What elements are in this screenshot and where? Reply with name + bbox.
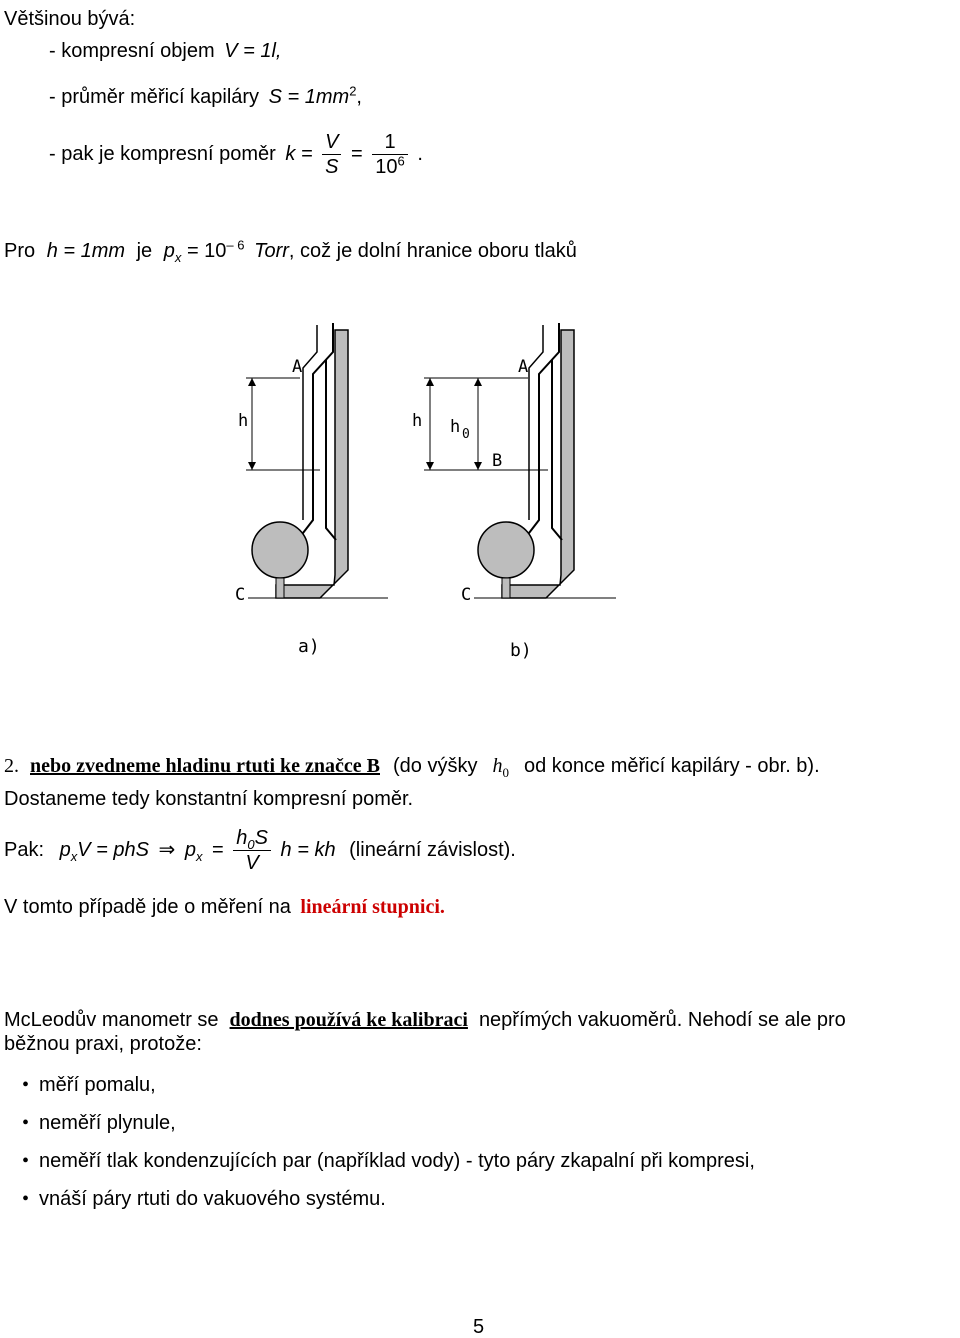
bullet-dot: • [22,1188,30,1210]
section2-h0: h [492,755,503,777]
intro-text: Většinou bývá: [4,8,136,30]
bullet-dot: • [22,1074,30,1096]
pak-label: Pak: [4,839,45,861]
bullet-item: vnáší páry rtuti do vakuového systému. [39,1188,386,1210]
eq-left: p [59,839,71,861]
gauge-b-label-h0-sub: 0 [462,427,470,442]
bullet-item: neměří plynule, [39,1112,176,1134]
gauge-b-label-h: h [412,411,423,431]
ratio-num2: 1 [372,130,407,155]
equation-line [4,826,516,875]
scale-emphasis: lineární stupnici. [300,896,445,918]
section2-num: 2. [4,755,19,777]
eq-left-sub: x [70,849,78,864]
section2-h0-sub: 0 [502,765,509,780]
mcleod-line2: běžnou praxi, protože: [4,1033,202,1055]
bullet-item: měří pomalu, [39,1074,156,1096]
pro-h: h = 1mm [46,240,126,262]
eq-frac-num: h [236,827,248,850]
eq-p-sub: x [195,849,203,864]
gauge-b-label-h0: h [450,417,461,437]
eq-linear: (lineární závislost). [349,839,516,861]
gauge-a [235,323,388,657]
pro-word: Pro [4,240,36,262]
eq-fraction [233,826,271,875]
gauge-a-caption: a) [298,636,320,657]
ratio-den2: 10 [375,156,398,179]
section2-line2: Dostaneme tedy konstantní kompresní poměr. [4,788,414,810]
page-number: 5 [473,1316,485,1338]
pro-torr: Torr [254,240,289,262]
diameter-eq: S = 1mm [268,86,350,108]
gauge-b-label-A: A [518,357,529,377]
volume-label: - kompresní objem [49,40,215,62]
bullet-item: neměří tlak kondenzujících par (například vody) - tyto páry zkapalní při kompresi, [39,1150,755,1172]
diameter-label: - průměr měřicí kapiláry [49,86,260,108]
gauge-b-label-C: C [461,585,472,605]
pro-tail: , což je dolní hranice oboru tlaků [288,240,577,262]
eq-equals: = [212,839,224,861]
gauge-b-caption: b) [510,640,532,661]
mcleod-line1 [4,1009,846,1031]
pro-eq: = 10 [186,240,227,262]
scale-text: V tomto případě jde o měření na [4,896,291,918]
gauge-a-label-C: C [235,585,246,605]
ratio-eq: = [351,143,363,165]
gauge-a-label-h: h [238,411,249,431]
eq-mid: V = phS [77,839,149,861]
section2-underlined: nebo zvedneme hladinu rtuti ke značce B [30,755,380,777]
eq-frac-num-S: S [254,827,268,850]
eq-arrow: ⇒ [158,839,176,861]
bullet-dot: • [22,1150,30,1172]
diameter-tail: , [356,86,362,108]
mcleod-b: nepřímých vakuoměrů. Nehodí se ale pro [478,1009,846,1031]
ratio-den1: S [325,156,339,179]
gauge-b [412,323,616,661]
bullet-dot: • [22,1112,30,1134]
ratio-label: - pak je kompresní poměr [49,143,276,165]
eq-p: p [184,839,196,861]
pro-je: je [136,240,153,262]
ratio-num1: V [322,130,341,155]
diameter-exp: 2 [349,83,357,99]
eq-frac-den: V [245,852,259,875]
ratio-end: . [417,143,423,165]
section2-rest-b: od konce měřicí kapiláry - obr. b). [523,755,820,777]
gauge-b-label-B: B [492,451,503,471]
pro-exp: – 6 [226,237,245,253]
pro-px-sub: x [174,250,182,265]
eq-right: h = kh [280,839,336,861]
section2-rest-a: (do výšky [393,755,478,777]
volume-eq: V = 1l, [224,40,282,62]
section2-line1 [4,755,820,780]
mcleod-underlined: dodnes používá ke kalibraci [229,1009,468,1031]
pro-px: p [163,240,175,262]
ratio-k: k = [285,143,313,165]
scale-line [4,896,445,918]
eq-frac-num-sub: 0 [247,837,255,853]
gauge-a-label-A: A [292,357,303,377]
ratio-den2-exp: 6 [397,153,405,169]
mcleod-a: McLeodův manometr se [4,1009,219,1031]
